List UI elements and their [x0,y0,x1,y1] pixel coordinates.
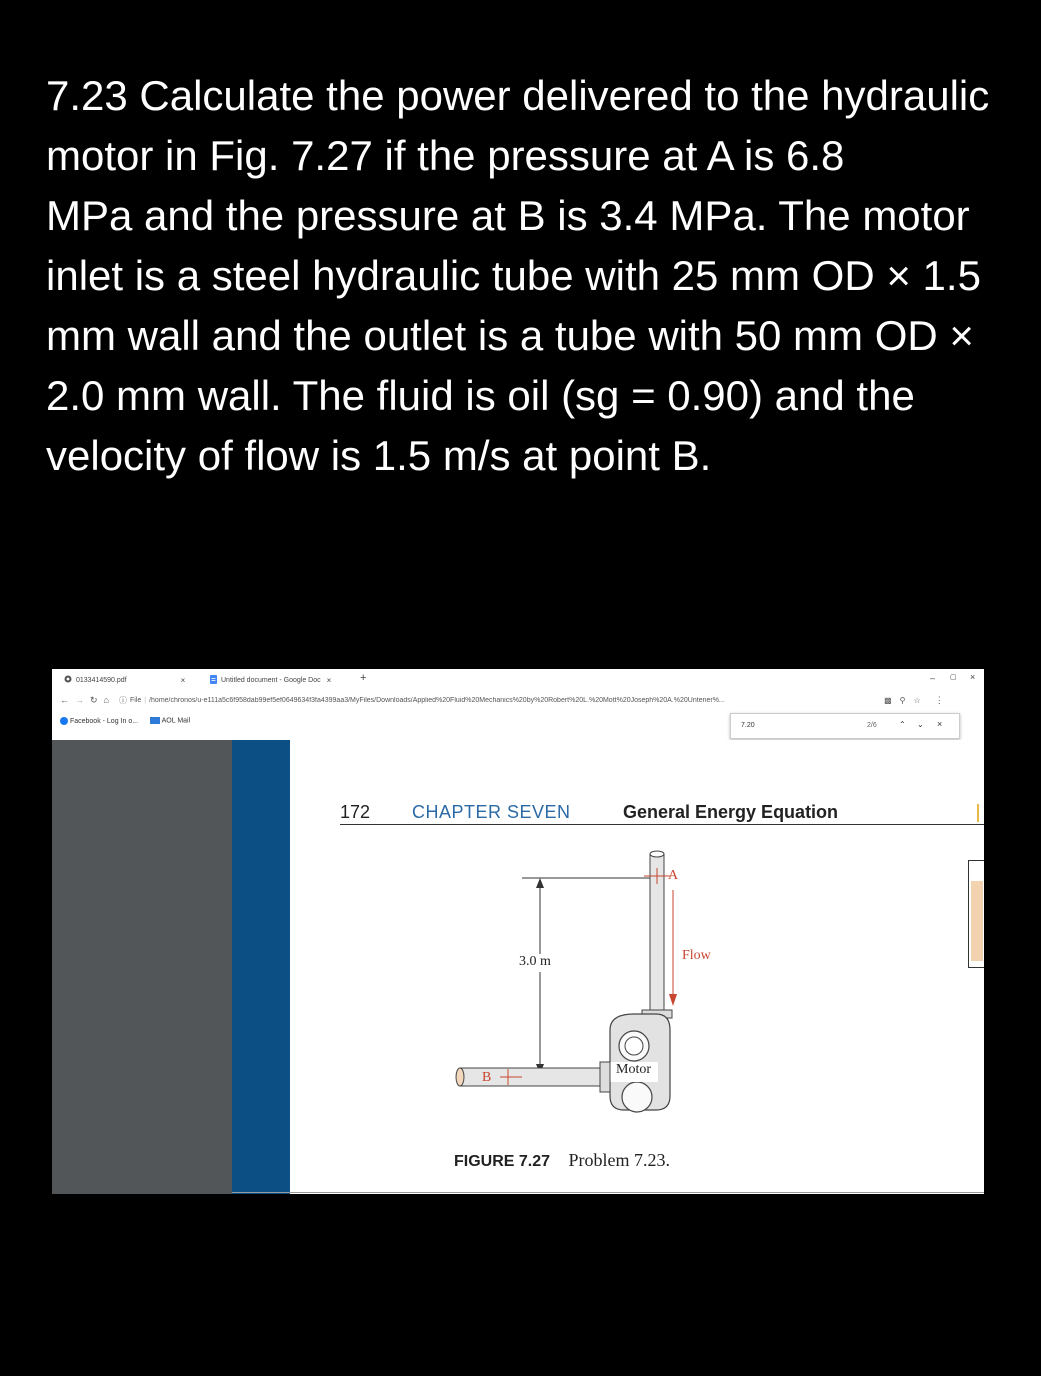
bookmark-facebook[interactable] [60,717,138,725]
find-bar [730,713,960,739]
tab-pdf-label: 0133414590.pdf [76,676,127,684]
caption-label: FIGURE 7.27 [454,1153,551,1170]
close-icon[interactable]: × [326,675,332,685]
address-divider: | [144,696,147,704]
aol-icon [150,717,160,724]
browser-screenshot [52,669,984,1194]
find-prev-icon[interactable]: ⌃ [899,720,906,729]
outlet-flange [600,1062,610,1092]
motor-top-inner [625,1037,643,1055]
label-motor: Motor [616,1062,651,1077]
info-icon[interactable]: ⓘ [118,695,127,705]
page-icon[interactable]: ▩ [884,695,892,705]
pdf-page [232,740,984,1194]
find-input[interactable]: 7.20 [741,722,755,729]
address-prefix: File [129,696,142,704]
problem-text [46,66,1006,486]
docs-icon [210,675,217,686]
bookmark-facebook-label: Facebook - Log In o... [69,717,139,725]
reload-icon[interactable]: ↻ [90,694,98,705]
tab-doc-label: Untitled document - Google Doc [221,676,321,684]
new-tab-button[interactable]: + [360,672,367,684]
outlet-pipe-end [456,1068,464,1086]
star-icon[interactable]: ☆ [913,695,921,705]
facebook-icon [60,717,68,725]
chapter-label: CHAPTER SEVEN [412,802,571,822]
motor-bottom-circle [622,1082,652,1112]
chapter-title: General Energy Equation [623,802,839,822]
label-point-b: B [482,1070,492,1085]
forward-icon[interactable]: → [75,695,84,705]
page-number: 172 [340,802,371,822]
inlet-pipe-end [650,851,664,857]
tab-google-doc[interactable] [210,673,331,687]
label-height: 3.0 m [519,954,551,969]
figure-7-27 [232,740,984,1194]
restore-icon[interactable]: ▢ [950,674,957,681]
home-icon[interactable]: ⌂ [103,695,109,705]
problem-line-1: 7.23 Calculate the power delivered to the hydraulic motor in Fig. 7.27 if the pressure at A is 6.8 [46,72,990,179]
tab-pdf[interactable] [64,673,185,687]
zoom-icon[interactable]: ⚲ [899,695,906,705]
url-input[interactable]: /home/chronos/u-e111a5c6f958dab99ef5ef0649634f3fa4399aa3/MyFiles/Downloads/Applied%20Fluid%20Mechanics%20by%20Robert%20L.%20Mott%20Joseph%20A.%20Untener%... [149,696,725,704]
problem-line-2: MPa and the pressure at B is 3.4 MPa. The motor inlet is a steel hydraulic tube with 25 mm OD × 1.5 mm wall and the outlet is a tube with 50 mm OD × 2.0 mm wall. The fluid is oil (sg = 0.90) and the velocity of flow is 1.5 m/s at point B. [46,192,981,479]
caption-text: Problem 7.23. [568,1150,670,1170]
find-next-icon[interactable]: ⌄ [917,720,924,729]
find-close-button[interactable]: × [937,719,943,729]
label-flow: Flow [682,948,711,963]
bookmark-aol-label: AOL Mail [161,717,191,725]
bookmark-aol[interactable] [150,717,190,724]
tab-bar [52,669,984,689]
address-bar [52,693,984,707]
dim-arrow-top [536,878,544,888]
close-window-button[interactable]: × [970,672,976,682]
flow-arrow-head [669,994,677,1006]
pdf-viewer [52,740,984,1194]
menu-icon[interactable]: ⋮ [934,694,944,705]
find-count: 2/6 [867,722,877,729]
label-point-a: A [668,868,679,883]
close-icon[interactable]: × [180,675,186,685]
figure-caption [454,1150,670,1171]
minimize-button[interactable]: – [930,673,936,683]
page-bottom-line [232,1192,984,1193]
back-icon[interactable]: ← [60,695,69,705]
chrome-icon [64,675,72,685]
